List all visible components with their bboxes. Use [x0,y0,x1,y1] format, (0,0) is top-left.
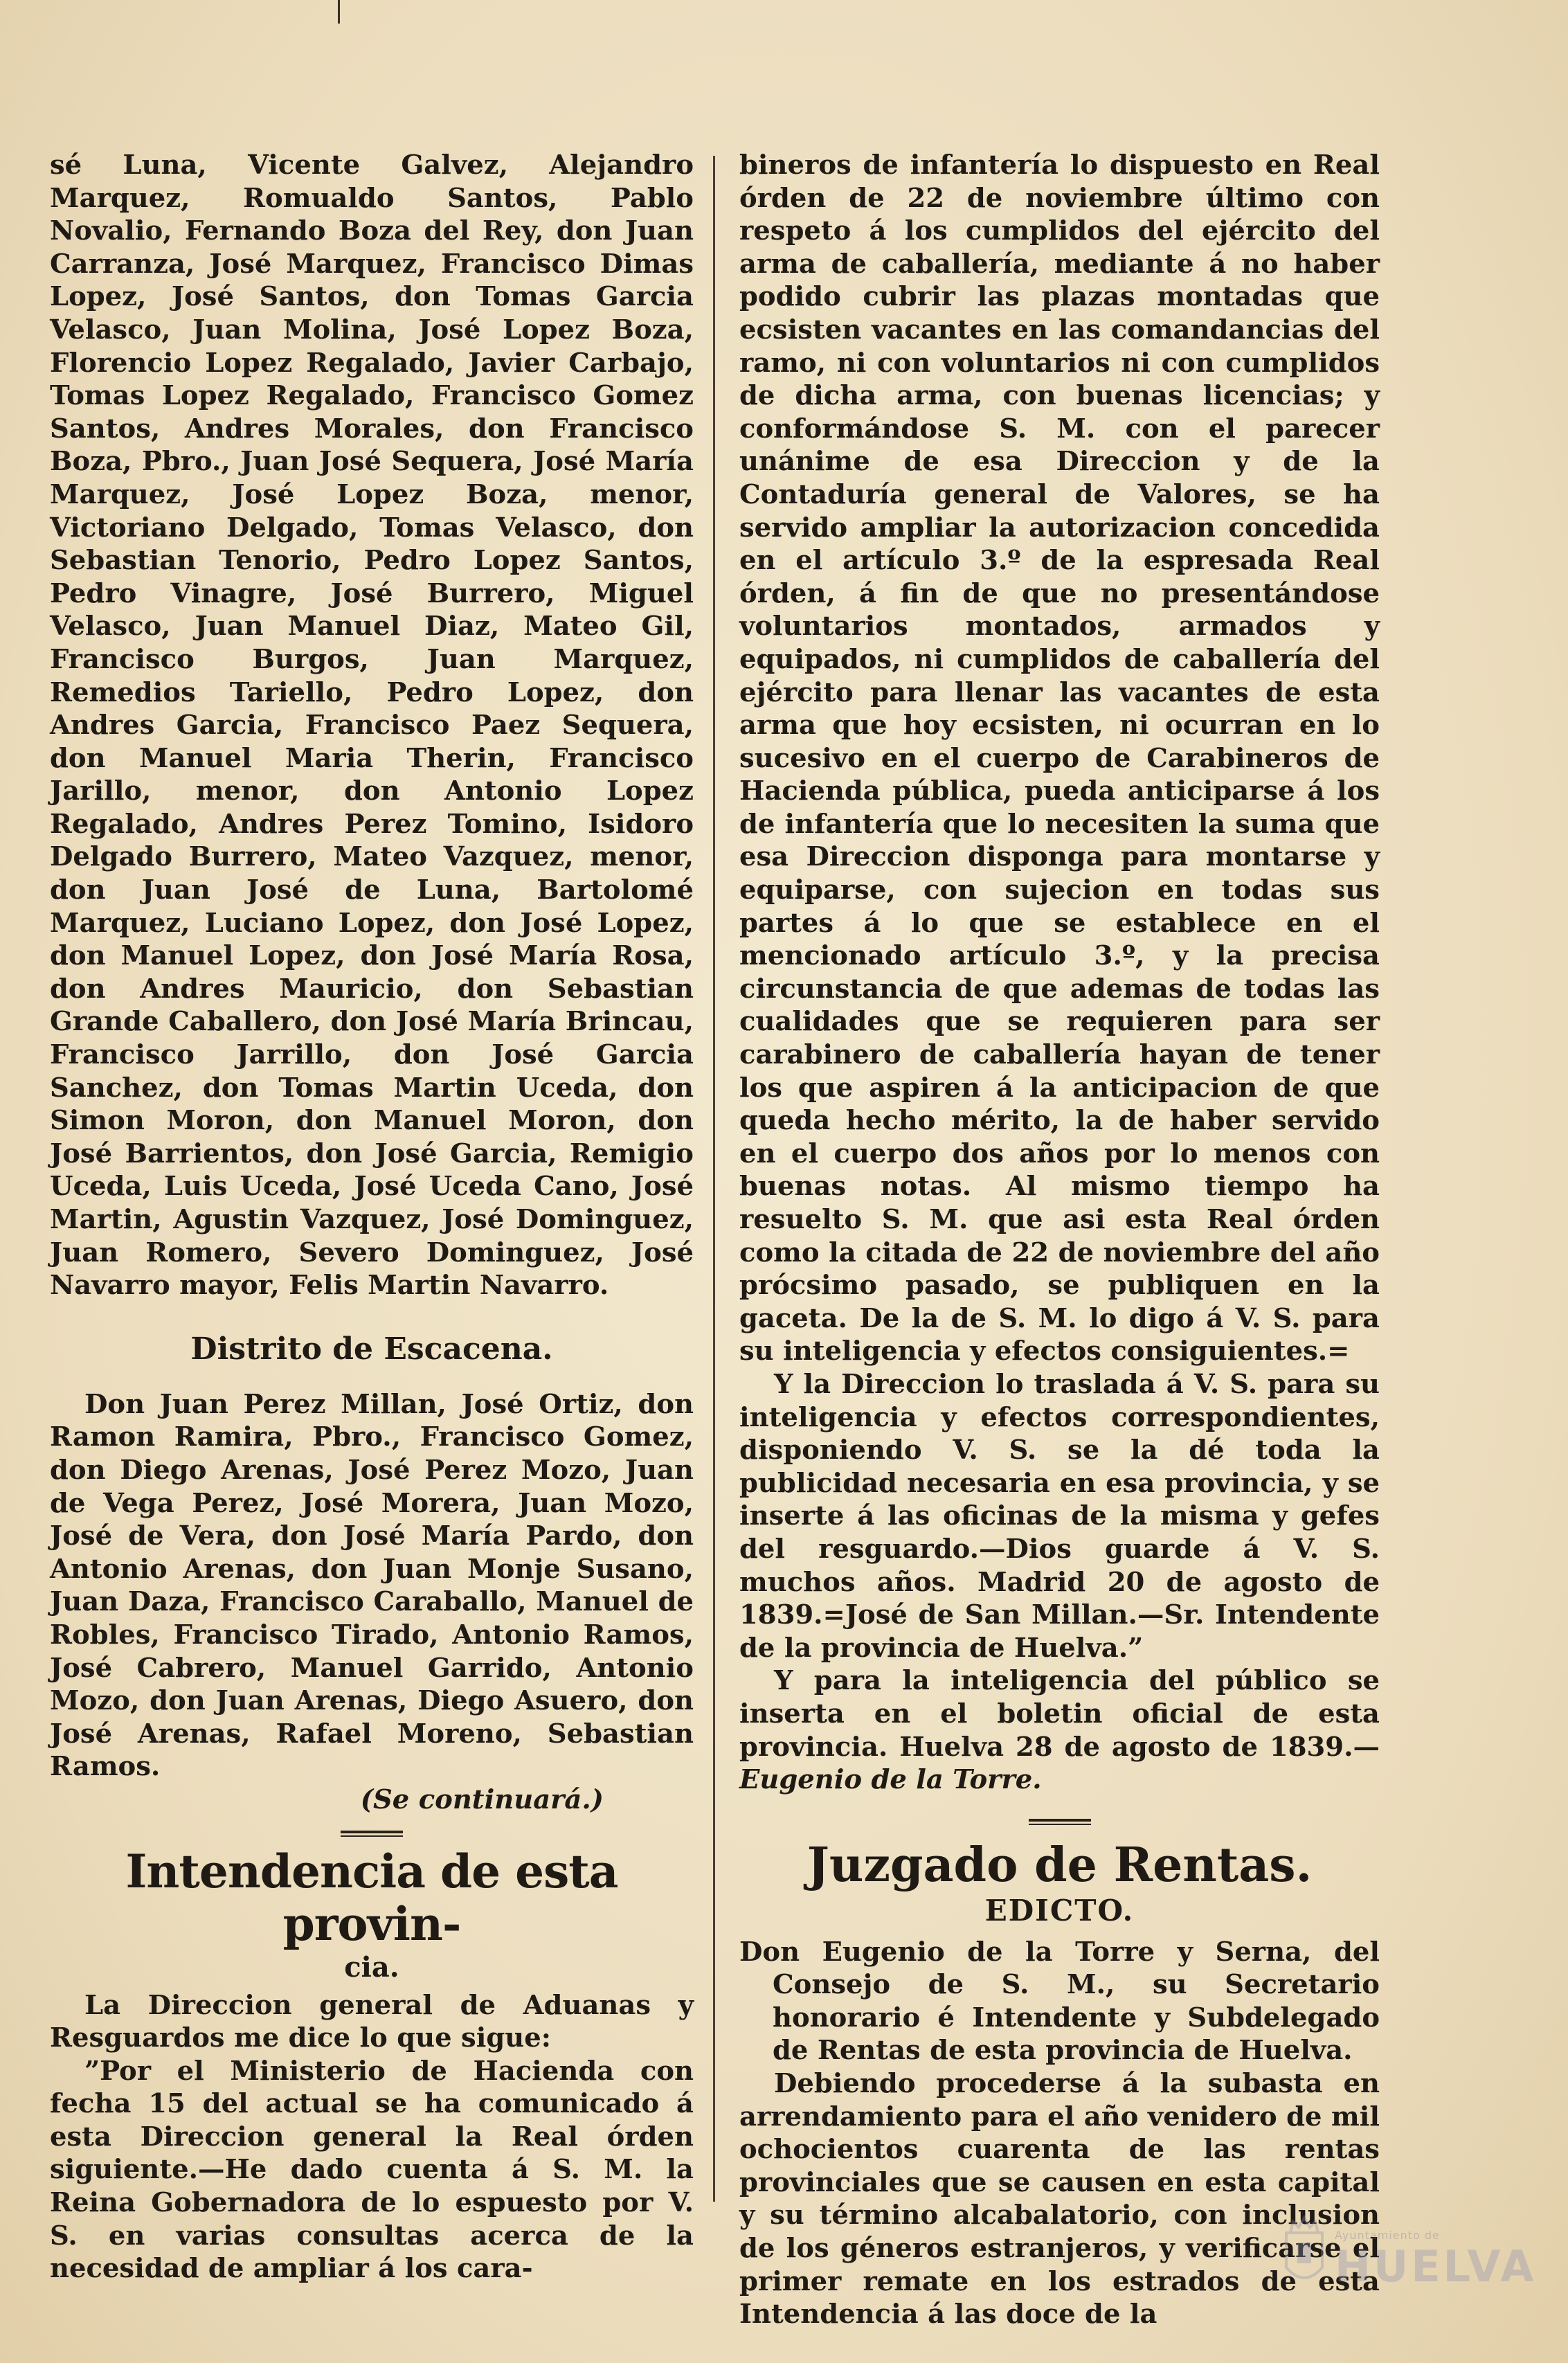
district-names-paragraph: Don Juan Perez Millan, José Ortiz, don Ramon Ramira, Pbro., Francisco Gomez, don Diego Arenas, José Perez Mozo, Juan de Vega Perez, José Morera, Juan Mozo, José de Vera, don José María Pardo, don Antonio Arenas, don Juan Monje Susano, Juan Daza, Francisco Caraballo, Manuel de Robles, Francisco Tirado, Antonio Ramos, José Cabrero, Manuel Garrido, Antonio Mozo, don Juan Arenas, Diego Asuero, don José Arenas, Rafael Moreno, Sebastian Ramos. [50,1388,694,1783]
district-heading: Distrito de Escacena. [190,1331,553,1367]
watermark-city: HUELVA [1335,2241,1537,2292]
right-column [739,149,1380,2331]
left-column [50,149,694,2285]
archive-watermark [1279,2212,1537,2344]
intendencia-body: ”Por el Ministerio de Hacienda con fecha 15 del actual se ha comunicado á esta Direccion general la Real órden siguiente.—He dado cuenta á S. M. la Reina Gobernadora de lo espuesto por V. S. en varias consultas acerca de la necesidad de ampliar á los cara- [50,2055,694,2285]
column-rule [713,156,715,2202]
intendencia-title-continuation: cia. [344,1950,399,1984]
section-divider [739,1815,1380,1828]
intendencia-intro: La Direccion general de Aduanas y Resguardos me dice lo que sigue: [50,1989,694,2054]
edicto-body: Debiendo procederse á la subasta en arrendamiento para el año venidero de mil ochocientos cuarenta de las rentas provinciales que se causen en esta capital y su término alcabalatorio, con inclusion de los géneros estranjeros, y verificarse el primer remate en los estrados de esta Intendencia á las doce de la [739,2068,1380,2330]
page-mark [338,0,340,24]
insertion-text: Y para la inteligencia del público se inserta en el boletin oficial de esta provincia. Huelva 28 de agosto de 1839.— [739,1665,1380,1763]
insertion-paragraph [739,1664,1380,1796]
juzgado-title: Juzgado de Rentas. [806,1837,1313,1893]
crest-icon [1279,2212,1329,2295]
signature: Eugenio de la Torre. [739,1764,1042,1796]
continuation-note: (Se continuará.) [360,1784,604,1815]
decree-paragraph: bineros de infantería lo dispuesto en Real órden de 22 de noviembre último con respeto á los cumplidos del ejército del arma de caballería, mediante á no haber podido cubrir las plazas montadas que ecsisten vacantes en las comandancias del ramo, ni con voluntarios ni con cumplidos de dicha arma, con buenas licencias; y conformándose S. M. con el parecer unánime de esa Direccion y de la Contaduría general de Valores, se ha servido ampliar la autorizacion concedida en el artículo 3.º de la espresada Real órden, á fin de que no presentándose voluntarios montados, armados y equipados, ni cumplidos de caballería del ejército para llenar las vacantes de esta arma que hoy ecsisten, ni ocurran en lo sucesivo en el cuerpo de Carabineros de Hacienda pública, pueda anticiparse á los de infantería que lo necesiten la suma que esa Direccion disponga para montarse y equiparse, con sujecion en todas sus partes á lo que se establece en el mencionado artículo 3.º, y la precisa circunstancia de que ademas de todas las cualidades que se requieren para ser carabinero de caballería hayan de tener los que aspiren á la anticipacion de que queda hecho mérito, la de haber servido en el cuerpo dos años por lo menos con buenas notas. Al mismo tiempo ha resuelto S. M. que asi esta Real órden como la citada de 22 de noviembre del año prócsimo pasado, se publiquen en la gaceta. De la de S. M. lo digo á V. S. para su inteligencia y efectos consiguientes.= [739,150,1380,1367]
section-divider [50,1826,694,1840]
edicto-heading: EDICTO. [984,1893,1135,1928]
intendencia-title: Intendencia de esta provin- [125,1844,618,1951]
names-list-paragraph: sé Luna, Vicente Galvez, Alejandro Marquez, Romualdo Santos, Pablo Novalio, Fernando Boza del Rey, don Juan Carranza, José Marquez, Francisco Dimas Lopez, José Santos, don Tomas Garcia Velasco, Juan Molina, José Lopez Boza, Florencio Lopez Regalado, Javier Carbajo, Tomas Lopez Regalado, Francisco Gomez Santos, Andres Morales, don Francisco Boza, Pbro., Juan José Sequera, José María Marquez, José Lopez Boza, menor, Victoriano Delgado, Tomas Velasco, don Sebastian Tenorio, Pedro Lopez Santos, Pedro Vinagre, José Burrero, Miguel Velasco, Juan Manuel Diaz, Mateo Gil, Francisco Burgos, Juan Marquez, Remedios Tariello, Pedro Lopez, don Andres Garcia, Francisco Paez Sequera, don Manuel Maria Therin, Francisco Jarillo, menor, don Antonio Lopez Regalado, Andres Perez Tomino, Isidoro Delgado Burrero, Mateo Vazquez, menor, don Juan José de Luna, Bartolomé Marquez, Luciano Lopez, don José Lopez, don Manuel Lopez, don José María Rosa, don Andres Mauricio, don Sebastian Grande Caballero, don José María Brincau, Francisco Jarrillo, don José Garcia Sanchez, don Tomas Martin Uceda, don Simon Moron, don Manuel Moron, don José Barrientos, don José Garcia, Remigio Uceda, Luis Uceda, José Uceda Cano, José Martin, Agustin Vazquez, José Dominguez, Juan Romero, Severo Dominguez, José Navarro mayor, Felis Martin Navarro. [50,150,694,1302]
watermark-label: Ayuntamiento de [1335,2229,1440,2242]
edicto-issuer: Don Eugenio de la Torre y Serna, del Consejo de S. M., su Secretario honorario é Intendente y Subdelegado de Rentas de esta provincia de Huelva. [739,1936,1380,2067]
decree-transfer-paragraph: Y la Direccion lo traslada á V. S. para su inteligencia y efectos correspondientes, disponiendo V. S. se la dé toda la publicidad necesaria en esa provincia, y se inserte á las oficinas de la misma y gefes del resguardo.—Dios guarde á V. S. muchos años. Madrid 20 de agosto de 1839.=José de San Millan.—Sr. Intendente de la provincia de Huelva.” [739,1368,1380,1664]
